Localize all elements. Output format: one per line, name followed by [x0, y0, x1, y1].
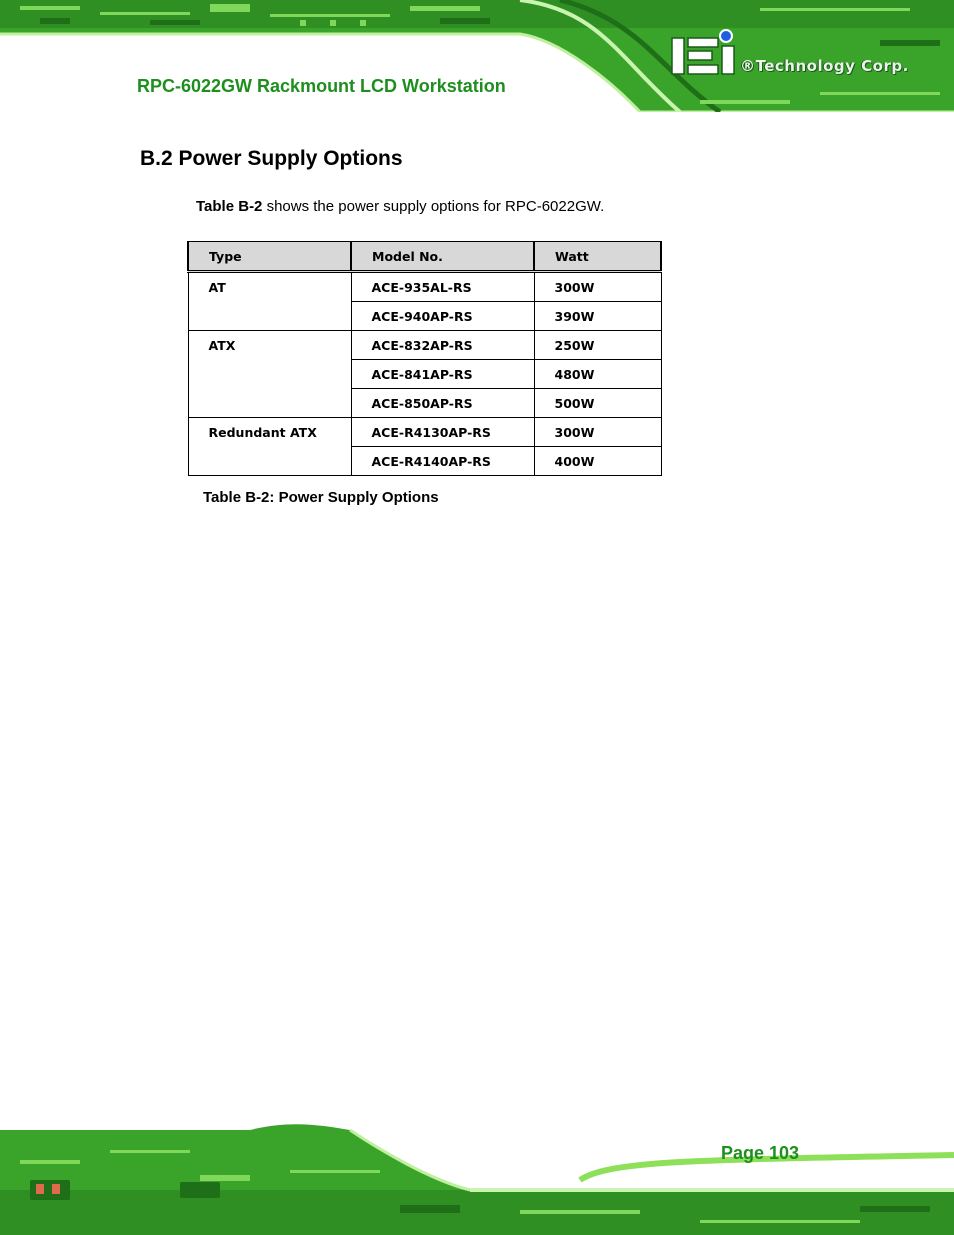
- table-row: [188, 272, 661, 302]
- circuit-board-graphic: [0, 1120, 954, 1235]
- model-cell: ACE-R4140AP-RS: [351, 447, 534, 476]
- column-header-type: Type: [188, 242, 351, 272]
- model-cell: ACE-940AP-RS: [351, 302, 534, 331]
- watt-cell: 300W: [534, 418, 661, 447]
- model-cell: ACE-832AP-RS: [351, 331, 534, 360]
- watt-cell: 480W: [534, 360, 661, 389]
- column-header-watt: Watt: [534, 242, 661, 272]
- watt-cell: 390W: [534, 302, 661, 331]
- model-cell: ACE-841AP-RS: [351, 360, 534, 389]
- page-number: Page 103: [721, 1143, 800, 1163]
- type-cell: Redundant ATX: [188, 418, 351, 476]
- watt-cell: 500W: [534, 389, 661, 418]
- table-row: [188, 418, 661, 447]
- document-title: RPC-6022GW Rackmount LCD Workstation: [137, 76, 506, 96]
- watt-cell: 250W: [534, 331, 661, 360]
- header-banner: [0, 0, 954, 112]
- table-row: [188, 331, 661, 360]
- model-cell: ACE-935AL-RS: [351, 272, 534, 302]
- column-header-model: Model No.: [351, 242, 534, 272]
- model-cell: ACE-R4130AP-RS: [351, 418, 534, 447]
- intro-text: shows the power supply options for RPC-6022GW.: [262, 198, 605, 215]
- model-cell: ACE-850AP-RS: [351, 389, 534, 418]
- watt-cell: 400W: [534, 447, 661, 476]
- logo-tagline: ®Technology Corp.: [740, 57, 909, 75]
- power-supply-table: [187, 241, 662, 476]
- type-cell: ATX: [188, 331, 351, 418]
- table-caption: Table B-2: Power Supply Options: [203, 489, 439, 506]
- type-cell: AT: [188, 272, 351, 331]
- table-header-row: [188, 242, 661, 272]
- footer-banner: [0, 1120, 954, 1235]
- table-reference: Table B-2: [196, 198, 263, 215]
- section-heading: B.2 Power Supply Options: [140, 147, 403, 170]
- intro-paragraph: [196, 198, 604, 215]
- watt-cell: 300W: [534, 272, 661, 302]
